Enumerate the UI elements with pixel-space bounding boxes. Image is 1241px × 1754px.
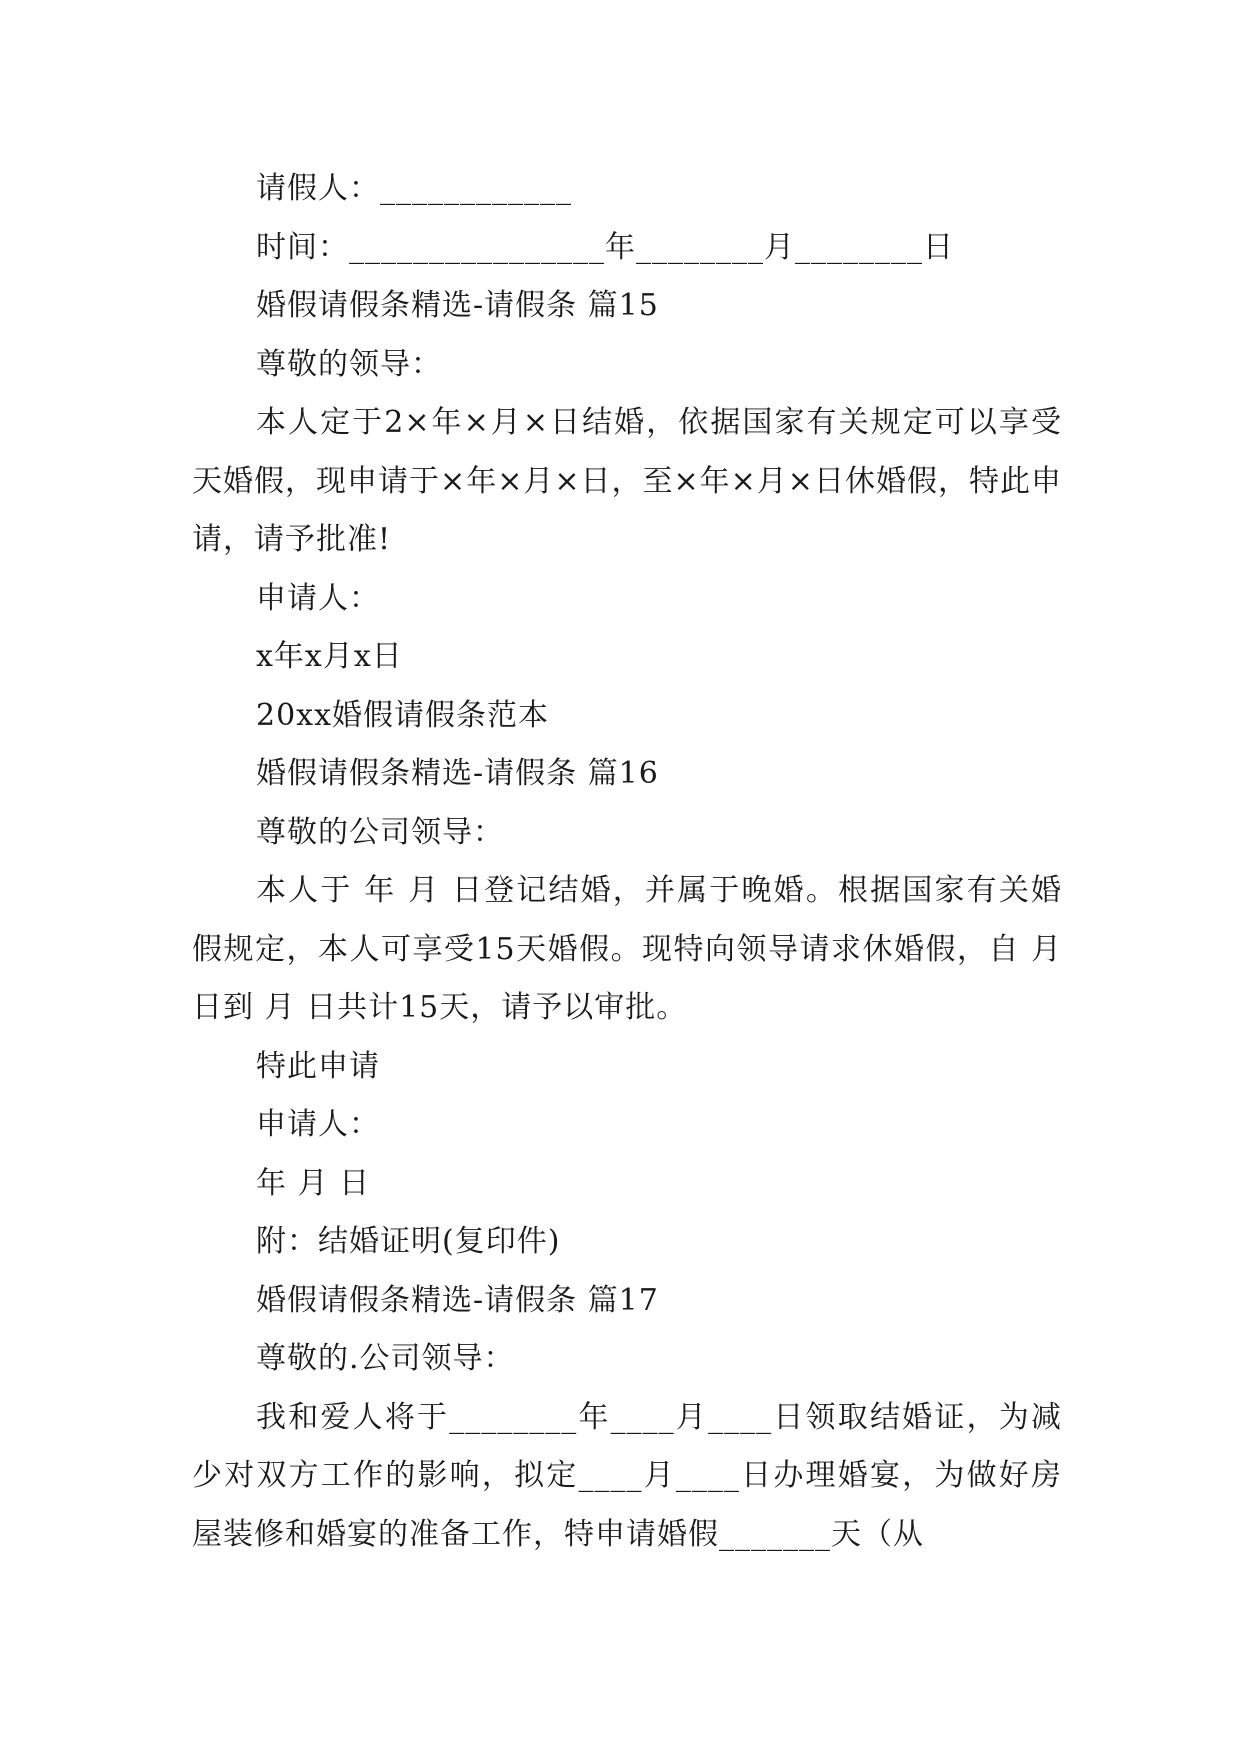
section-heading-17: 婚假请假条精选-请假条 篇17 xyxy=(256,1282,659,1318)
salutation: 尊敬的领导： xyxy=(256,346,442,382)
salutation: 尊敬的公司领导： xyxy=(256,814,504,850)
body-paragraph: 本人于 年 月 日登记结婚，并属于晚婚。根据国家有关婚假规定，本人可享受15天婚假。现特向领导请求休婚假，自 月 日到 月 日共计15天，请予以审批。 xyxy=(192,873,1073,1025)
template-title: 20xx婚假请假条范本 xyxy=(256,697,550,733)
section-heading-16: 婚假请假条精选-请假条 篇16 xyxy=(256,756,659,791)
applicant-label: 申请人： xyxy=(256,580,380,616)
salutation: 尊敬的.公司领导： xyxy=(256,1341,515,1376)
applicant-label: 申请人： xyxy=(256,1107,380,1142)
applicant-line: 请假人：____________ xyxy=(256,171,572,206)
attachment-note: 附：结婚证明(复印件) xyxy=(256,1224,561,1259)
date-placeholder: x年x月x日 xyxy=(256,639,403,674)
section-heading-15: 婚假请假条精选-请假条 篇15 xyxy=(256,288,659,323)
date-line: 时间：________________年________月________日 xyxy=(256,229,954,265)
document-body xyxy=(192,160,1073,1564)
body-paragraph: 本人定于2×年×月×日结婚，依据国家有关规定可以享受天婚假，现申请于×年×月×日，至×年×月×日休婚假，特此申请，请予批准! xyxy=(192,405,1062,557)
body-paragraph: 我和爱人将于________年____月____日领取结婚证，为减少对双方工作的影响，拟定____月____日办理婚宴，为做好房屋装修和婚宴的准备工作，特申请婚假_______天（从 xyxy=(192,1399,1062,1552)
date-placeholder: 年 月 日 xyxy=(256,1165,371,1201)
closing-line: 特此申请 xyxy=(256,1048,380,1084)
